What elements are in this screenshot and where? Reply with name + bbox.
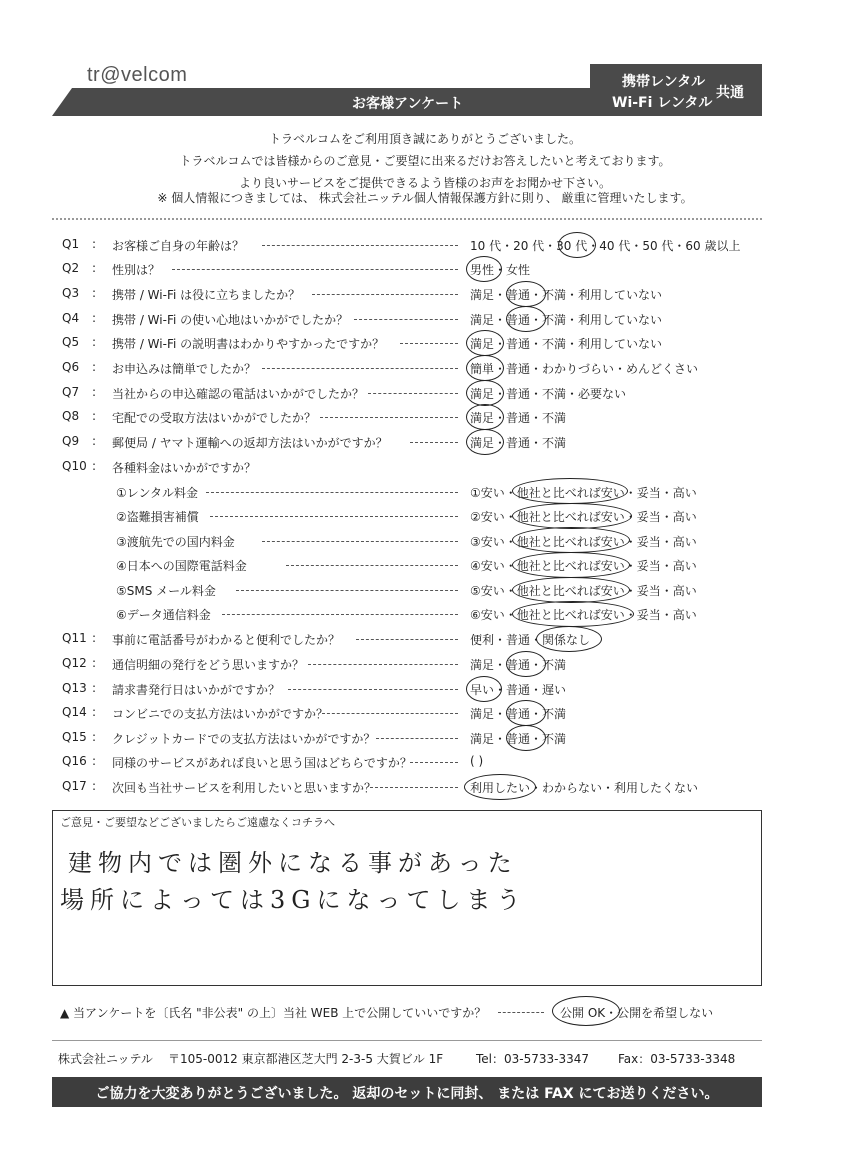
fee-item-answer: ⑤安い・他社と比べれば安い・妥当・高い: [470, 584, 697, 598]
answer-circle: [466, 380, 504, 406]
fee-item-answer: ②安い・他社と比べれば安い・妥当・高い: [470, 510, 697, 524]
leader-line: [410, 762, 458, 763]
colon: :: [92, 261, 97, 275]
colon: :: [92, 311, 97, 325]
answer-circle: [466, 676, 502, 702]
colon: :: [92, 656, 97, 670]
answer-circle: [506, 281, 546, 307]
service-label-wifi: Wi-Fi レンタル: [612, 95, 713, 111]
leader-line: [498, 1012, 544, 1013]
fee-item-label: ③渡航先での国内料金: [116, 535, 235, 549]
fee-item-answer: ①安い・他社と比べれば安い・妥当・高い: [470, 486, 697, 500]
question-number: Q6: [62, 360, 80, 374]
leader-line: [356, 639, 458, 640]
question-text: 宅配での受取方法はいかがでしたか？: [112, 411, 317, 425]
leader-line: [172, 269, 458, 270]
answer-options: 満足・普通・不満: [470, 707, 567, 721]
fee-item-answer: ③安い・他社と比べれば安い・妥当・高い: [470, 535, 697, 549]
fee-item-label: ⑤SMS メール料金: [116, 584, 216, 598]
leader-line: [262, 245, 458, 246]
footer-divider: [52, 1040, 762, 1041]
fee-item-answer: ⑥安い・他社と比べれば安い・妥当・高い: [470, 608, 697, 622]
fee-item-label: ②盗難損害補償: [116, 510, 199, 524]
leader-line: [210, 516, 458, 517]
leader-line: [368, 393, 458, 394]
leader-line: [222, 614, 458, 615]
question-text: 次回も当社サービスを利用したいと思いますか？: [112, 781, 377, 795]
answer-circle: [466, 330, 504, 356]
leader-line: [286, 565, 458, 566]
question-number: Q9: [62, 434, 80, 448]
leader-line: [262, 541, 458, 542]
answer-circle: [512, 552, 630, 578]
answer-options: 満足・普通・不満・必要ない: [470, 387, 627, 401]
question-text: 当社からの申込確認の電話はいかがでしたか？: [112, 387, 365, 401]
answer-options: 早い・普通・遅い: [470, 683, 567, 697]
answer-circle: [466, 404, 504, 430]
leader-line: [312, 294, 458, 295]
answer-circle: [466, 429, 504, 455]
colon: :: [92, 730, 97, 744]
leader-line: [308, 664, 458, 665]
question-number: Q8: [62, 409, 80, 423]
footer-message: ご協力を大変ありがとうございました。 返却のセットに同封、 または FAX にてお送りください。: [95, 1086, 719, 1102]
question-text: 性別は？: [112, 263, 161, 277]
answer-circle: [536, 626, 602, 652]
divider: [52, 218, 762, 220]
colon: :: [92, 335, 97, 349]
question-number: Q1: [62, 237, 80, 251]
fee-item-label: ⑥データ通信料金: [116, 608, 211, 622]
fee-item-answer: ④安い・他社と比べれば安い・妥当・高い: [470, 559, 697, 573]
leader-line: [320, 417, 458, 418]
colon: :: [92, 459, 97, 473]
answer-options: 満足・普通・不満: [470, 436, 567, 450]
leader-line: [354, 319, 458, 320]
answer-circle: [464, 774, 536, 800]
colon: :: [92, 631, 97, 645]
colon: :: [92, 286, 97, 300]
colon: :: [92, 681, 97, 695]
handwritten-comment-line: 場所によっては3Gになってしまう: [60, 886, 527, 914]
colon: :: [92, 237, 97, 251]
answer-options: 満足・普通・不満・利用していない: [470, 313, 663, 327]
company-name: 株式会社ニッテル: [58, 1052, 153, 1066]
colon: :: [92, 385, 97, 399]
intro-line: トラベルコムでは皆様からのご意見・ご要望に出来るだけお答えしたいと考えております。: [179, 154, 671, 168]
intro-line: トラベルコムをご利用頂き誠にありがとうございました。: [268, 132, 581, 146]
answer-options: 男性・女性: [470, 263, 531, 277]
question-text: 携帯 / Wi-Fi の説明書はわかりやすかったですか？: [112, 337, 385, 351]
answer-circle: [512, 478, 628, 504]
question-number: Q15: [62, 730, 87, 744]
answer-options: 簡単・普通・わかりづらい・めんどくさい: [470, 362, 699, 376]
answer-options: 10 代・20 代・30 代・40 代・50 代・60 歳以上: [470, 239, 741, 253]
intro-line: より良いサービスをご提供できるよう皆様のお声をお聞かせ下さい。: [238, 176, 611, 190]
answer-circle: [512, 503, 632, 529]
intro-line: ※ 個人情報につきましては、 株式会社ニッテル個人情報保護方針に則り、 厳重に管理いたします。: [157, 191, 693, 205]
handwritten-comment-line: 建物内では圏外になる事があった: [68, 849, 518, 877]
answer-options: 満足・普通・不満: [470, 732, 567, 746]
question-text: お申込みは簡単でしたか？: [112, 362, 257, 376]
question-text: クレジットカードでの支払方法はいかがですか？: [112, 732, 376, 746]
answer-circle: [506, 651, 546, 677]
answer-circle: [512, 527, 630, 553]
fee-item-label: ①レンタル料金: [116, 486, 198, 500]
question-text: 同様のサービスがあれば良いと思う国はどちらですか？: [112, 756, 412, 770]
colon: :: [92, 705, 97, 719]
page-title: お客様アンケート: [352, 96, 464, 112]
leader-line: [410, 442, 458, 443]
answer-circle: [558, 232, 596, 258]
company-fax: Fax：03-5733-3348: [618, 1052, 736, 1066]
question-number: Q14: [62, 705, 87, 719]
question-text: 郵便局 / ヤマト運輸への返却方法はいかがですか？: [112, 436, 388, 450]
fee-item-label: ④日本への国際電話料金: [116, 559, 247, 573]
question-number: Q7: [62, 385, 80, 399]
comment-label: ご意見・ご要望などございましたらご遠慮なくコチラへ: [60, 816, 335, 829]
answer-circle: [512, 601, 634, 627]
answer-options: 満足・普通・不満・利用していない: [470, 288, 663, 302]
company-tel: Tel：03-5733-3347: [476, 1052, 590, 1066]
question-text: 請求書発行日はいかがですか？: [112, 683, 281, 697]
question-number: Q5: [62, 335, 80, 349]
question-text: 各種料金はいかがですか？: [112, 461, 257, 475]
question-number: Q13: [62, 681, 87, 695]
question-number: Q17: [62, 779, 87, 793]
answer-circle: [466, 256, 502, 282]
question-text: 携帯 / Wi-Fi は役に立ちましたか？: [112, 288, 301, 302]
service-label-common: 共通: [716, 85, 744, 101]
publish-question: ▲ 当アンケートを〔氏名 "非公表" の上〕当社 WEB 上で公開していいですか？: [60, 1006, 487, 1020]
company-address: 〒105-0012 東京都港区芝大門 2-3-5 大賀ビル 1F: [168, 1052, 444, 1066]
leader-line: [400, 343, 458, 344]
leader-line: [322, 713, 458, 714]
colon: :: [92, 779, 97, 793]
colon: :: [92, 360, 97, 374]
answer-circle: [512, 577, 630, 603]
question-text: 携帯 / Wi-Fi の使い心地はいかがでしたか？: [112, 313, 349, 327]
question-number: Q11: [62, 631, 87, 645]
leader-line: [288, 689, 458, 690]
question-text: お客様ご自身の年齢は？: [112, 239, 245, 253]
answer-circle: [506, 306, 546, 332]
colon: :: [92, 434, 97, 448]
answer-options: 便利・普通・関係なし: [470, 633, 591, 647]
question-number: Q12: [62, 656, 87, 670]
question-number: Q4: [62, 311, 80, 325]
answer-options: ( ): [470, 754, 484, 768]
leader-line: [376, 738, 458, 739]
question-text: コンビニでの支払方法はいかがですか？: [112, 707, 329, 721]
leader-line: [206, 492, 458, 493]
question-text: 事前に電話番号がわかると便利でしたか？: [112, 633, 341, 647]
question-number: Q16: [62, 754, 87, 768]
answer-options: 満足・普通・不満: [470, 658, 567, 672]
answer-options: 満足・普通・不満・利用していない: [470, 337, 663, 351]
answer-circle: [506, 725, 546, 751]
travelcom-logo: tr@velcom: [87, 64, 188, 86]
colon: :: [92, 409, 97, 423]
question-number: Q3: [62, 286, 80, 300]
question-number: Q10: [62, 459, 87, 473]
service-label-mobile: 携帯レンタル: [622, 74, 706, 90]
leader-line: [370, 787, 458, 788]
answer-circle: [506, 700, 546, 726]
question-number: Q2: [62, 261, 80, 275]
leader-line: [236, 590, 458, 591]
answer-options: 利用したい・わからない・利用したくない: [470, 781, 699, 795]
publish-answer-options: 公開 OK・公開を希望しない: [560, 1006, 714, 1020]
question-text: 通信明細の発行をどう思いますか？: [112, 658, 305, 672]
colon: :: [92, 754, 97, 768]
answer-circle: [466, 355, 504, 381]
leader-line: [262, 368, 458, 369]
answer-options: 満足・普通・不満: [470, 411, 567, 425]
